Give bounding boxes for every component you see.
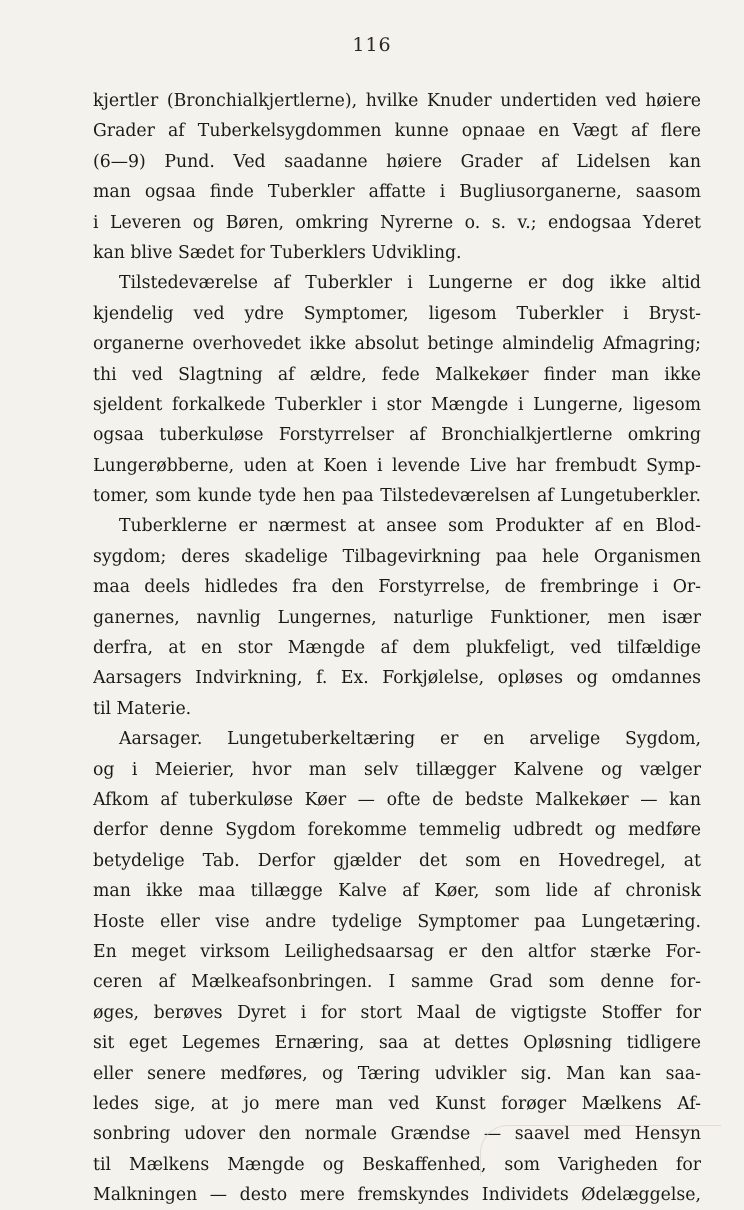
text-line: til Materie. bbox=[93, 698, 192, 719]
text-line: sygdom; deres skadelige Tilbagevirkning paa hele Organismen bbox=[93, 546, 701, 567]
text-line: i Leveren og Børen, omkring Nyrerne o. s. v.; endogsaa Yderet bbox=[93, 212, 701, 233]
text-line: ganernes, navnlig Lungernes, naturlige Funktioner, men især bbox=[93, 607, 701, 628]
text-line: derfor denne Sygdom forekomme temmelig udbredt og medføre bbox=[93, 820, 701, 841]
text-line: kan blive Sædet for Tuberklers Udvikling. bbox=[93, 242, 462, 263]
page-corner-shadow bbox=[480, 1125, 721, 1176]
text-line: kjendelig ved ydre Symptomer, ligesom Tuberkler i Bryst- bbox=[93, 303, 701, 324]
text-line: ceren af Mælkeafsonbringen. I samme Grad som denne for- bbox=[93, 972, 701, 993]
text-line: (6—9) Pund. Ved saadanne høiere Grader af Lidelsen kan bbox=[93, 151, 701, 172]
text-line: maa deels hidledes fra den Forstyrrelse, de frembringe i Or- bbox=[93, 577, 701, 598]
text-line: man ikke maa tillægge Kalve af Køer, som lide af chronisk bbox=[93, 881, 701, 902]
text-line: Afkom af tuberkuløse Køer — ofte de bedste Malkekøer — kan bbox=[93, 789, 701, 810]
text-line: Lungerøbberne, uden at Koen i levende Live har frembudt Symp- bbox=[93, 455, 701, 476]
text-line: Tilstedeværelse af Tuberkler i Lungerne er dog ikke altid bbox=[119, 273, 701, 294]
text-line: man ogsaa finde Tuberkler affatte i Bugliusorganerne, saasom bbox=[93, 182, 701, 203]
text-line: Tuberklerne er nærmest at ansee som Produkter af en Blod- bbox=[119, 516, 701, 537]
body-text bbox=[93, 86, 701, 1210]
text-line: Aarsagers Indvirkning, f. Ex. Forkjølelse, opløses og omdannes bbox=[93, 668, 701, 689]
text-line: En meget virksom Leilighedsaarsag er den altfor stærke For- bbox=[93, 941, 701, 962]
text-line: kjertler (Bronchialkjertlerne), hvilke Knuder undertiden ved høiere bbox=[93, 91, 701, 111]
text-line: betydelige Tab. Derfor gjælder det som en Hovedregel, at bbox=[93, 850, 701, 871]
text-line: Aarsager. Lungetuberkeltæring er en arvelige Sygdom, bbox=[119, 729, 701, 750]
text-line: tomer, som kunde tyde hen paa Tilstedeværelsen af Lungetuberkler. bbox=[93, 486, 701, 507]
text-line: eller senere medføres, og Tæring udvikler sig. Man kan saa- bbox=[93, 1063, 701, 1084]
page-number: 116 bbox=[352, 34, 392, 56]
text-line: øges, berøves Dyret i for stort Maal de vigtigste Stoffer for bbox=[93, 1002, 701, 1023]
text-line: Grader af Tuberkelsygdommen kunne opnaae en Vægt af flere bbox=[93, 121, 701, 142]
text-line: Malkningen — desto mere fremskyndes Individets Ødelæggelse, bbox=[93, 1185, 701, 1206]
text-line: til Mælkens Mængde og Beskaffenhed, som Varigheden for bbox=[93, 1154, 701, 1175]
text-line: og i Meierier, hvor man selv tillægger Kalvene og vælger bbox=[93, 759, 701, 780]
text-line: sit eget Legemes Ernæring, saa at dettes Opløsning tidligere bbox=[93, 1033, 701, 1054]
text-line: sonbring udover den normale Grændse — saavel med Hensyn bbox=[93, 1124, 701, 1145]
text-line: sjeldent forkalkede Tuberkler i stor Mængde i Lungerne, ligesom bbox=[93, 394, 701, 415]
text-line: organerne overhovedet ikke absolut betinge almindelig Afmagring; bbox=[93, 334, 701, 355]
text-line: ledes sige, at jo mere man ved Kunst forøger Mælkens Af- bbox=[93, 1093, 701, 1114]
text-line: Hoste eller vise andre tydelige Symptomer paa Lungetæring. bbox=[93, 911, 701, 932]
text-line: ogsaa tuberkuløse Forstyrrelser af Bronchialkjertlerne omkring bbox=[93, 425, 701, 446]
text-line: thi ved Slagtning af ældre, fede Malkekøer finder man ikke bbox=[93, 364, 701, 385]
text-line: derfra, at en stor Mængde af dem plukfeligt, ved tilfældige bbox=[93, 638, 701, 659]
